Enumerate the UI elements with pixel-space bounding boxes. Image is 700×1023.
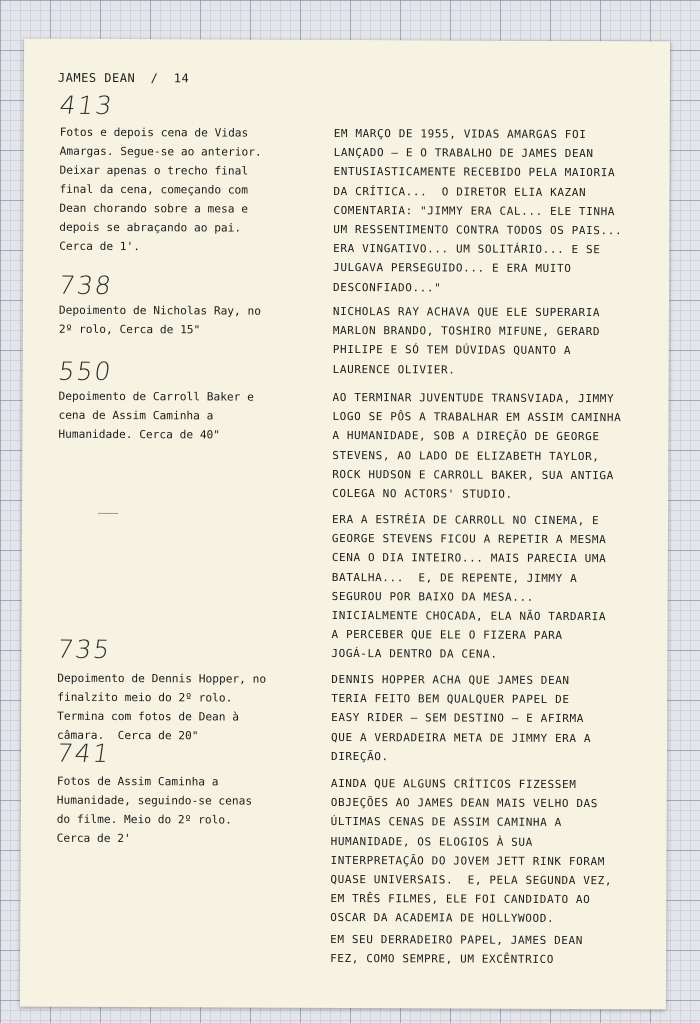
narration-paragraph — [333, 124, 623, 298]
page-header: JAMES DEAN / 14 — [57, 70, 190, 86]
text-line: QUE A VERDADEIRA META DE JIMMY ERA A — [331, 730, 592, 745]
text-line: OBJEÇÕES AO JAMES DEAN MAIS VELHO DAS — [330, 796, 599, 811]
text-line: JULGAVA PERSEGUIDO... E ERA MUITO — [333, 261, 572, 276]
narration-paragraph — [330, 930, 583, 970]
text-line: HUMANIDADE, OS ELOGIOS À SUA — [330, 834, 533, 849]
text-line: EASY RIDER — SEM DESTINO — E AFIRMA — [331, 711, 584, 726]
text-line: Humanidade, seguindo-se cenas — [56, 793, 253, 808]
text-line: QUASE UNIVERSAIS. E, PELA SEGUNDA VEZ, — [330, 872, 613, 888]
text-line: ERA A ESTRÉIA DE CARROLL NO CINEMA, E — [331, 512, 600, 528]
text-line: Deixar apenas o trecho final — [59, 163, 249, 178]
text-line: DA CRÍTICA... O DIRETOR ELIA KAZAN — [333, 184, 587, 199]
block-number: 741 — [54, 738, 113, 768]
text-line: ENTUSIASTICAMENTE RECEBIDO PELA MAIORIA — [333, 165, 616, 180]
text-line: JOGÁ-LA DENTRO DA CENA. — [331, 647, 498, 662]
text-line: OSCAR DA ACADEMIA DE HOLLYWOOD. — [330, 911, 555, 926]
text-line: Cerca de 2' — [56, 831, 131, 846]
text-line: Cerca de 1'. — [59, 239, 141, 254]
text-line: ROCK HUDSON E CARROLL BAKER, SUA ANTIGA — [332, 467, 614, 482]
block-number: 550 — [56, 356, 115, 386]
text-line: COMENTARIA: "JIMMY ERA CAL... ELE TINHA — [333, 203, 616, 218]
text-line: ERA VINGATIVO... UM SOLITÁRIO... E SE — [333, 242, 601, 257]
block-number: 413 — [57, 90, 116, 120]
text-line: finalzito meio do 2º rolo. — [57, 690, 233, 705]
text-line: 2º rolo, Cerca de 15" — [58, 322, 201, 337]
text-line: EM MARÇO DE 1955, VIDAS AMARGAS FOI — [333, 126, 587, 142]
text-line: LANÇADO — E O TRABALHO DE JAMES DEAN — [333, 146, 594, 161]
text-line: CENA O DIA INTEIRO... MAIS PARECIA UMA — [331, 551, 607, 566]
text-line: ÚLTIMAS CENAS DE ASSIM CAMINHA A — [330, 815, 562, 830]
text-line: EM SEU DERRADEIRO PAPEL, JAMES DEAN — [330, 932, 584, 948]
narration-paragraph — [331, 670, 591, 767]
text-line: Depoimento de Carroll Baker e — [58, 389, 254, 404]
text-line: COLEGA NO ACTORS' STUDIO. — [332, 486, 513, 501]
text-line: do filme. Meio do 2º rolo. — [56, 812, 232, 827]
text-line: DENNIS HOPPER ACHA QUE JAMES DEAN — [331, 672, 570, 687]
narration-paragraph — [330, 774, 612, 929]
block-text — [58, 387, 254, 445]
text-line: FEZ, COMO SEMPRE, UM EXCÊNTRICO — [330, 952, 555, 967]
text-line: Depoimento de Dennis Hopper, no — [57, 671, 267, 686]
text-line: TERIA FEITO BEM QUALQUER PAPEL DE — [331, 692, 570, 707]
text-line: INTERPRETAÇÃO DO JOVEM JETT RINK FORAM — [330, 853, 606, 868]
text-line: Depoimento de Nicholas Ray, no — [58, 303, 262, 318]
text-line: Fotos e depois cena de Vidas — [59, 125, 249, 140]
text-line: DESCONFIADO..." — [333, 280, 442, 295]
text-line: EM TRÊS FILMES, ELE FOI CANDIDATO AO — [330, 892, 591, 907]
text-line: STEVENS, AO LADO DE ELIZABETH TAYLOR, — [332, 448, 600, 463]
text-line: MARLON BRANDO, TOSHIRO MIFUNE, GERARD — [332, 324, 601, 339]
text-line: LAURENCE OLIVIER. — [332, 362, 456, 377]
text-line: UM RESSENTIMENTO CONTRA TODOS OS PAIS... — [333, 222, 623, 238]
narration-paragraph — [332, 388, 621, 504]
text-line: cena de Assim Caminha a — [58, 408, 214, 423]
text-line: BATALHA... E, DE REPENTE, JIMMY A — [331, 570, 578, 585]
block-number: 738 — [56, 270, 115, 300]
text-line: Amargas. Segue-se ao anterior. — [59, 144, 262, 159]
text-line: final da cena, começando com — [59, 182, 249, 197]
text-line: A PERCEBER QUE ELE O FIZERA PARA — [331, 628, 563, 643]
text-line: GEORGE STEVENS FICOU A REPETIR A MESMA — [331, 532, 607, 547]
text-line: PHILIPE E SÓ TEM DÚVIDAS QUANTO A — [332, 343, 572, 358]
text-line: Termina com fotos de Dean à — [57, 709, 240, 724]
typed-page — [20, 39, 670, 1010]
text-line: depois se abraçando ao pai. — [59, 220, 242, 235]
text-line: câmara. Cerca de 20" — [57, 728, 199, 743]
block-text — [57, 669, 266, 746]
block-number: 735 — [55, 634, 114, 664]
text-line: AINDA QUE ALGUNS CRÍTICOS FIZESSEM — [330, 776, 577, 792]
narration-paragraph — [331, 510, 606, 665]
text-line: DIREÇÃO. — [330, 749, 389, 764]
text-line: Humanidade. Cerca de 40" — [58, 427, 221, 442]
block-text — [59, 301, 261, 340]
text-line: SEGUROU POR BAIXO DA MESA... — [331, 589, 534, 604]
text-line: Dean chorando sobre a mesa e — [59, 201, 248, 216]
text-line: LOGO SE PÔS A TRABALHAR EM ASSIM CAMINHA — [332, 410, 622, 425]
divider-mark — [98, 513, 118, 514]
narration-paragraph — [333, 302, 601, 380]
text-line: NICHOLAS RAY ACHAVA QUE ELE SUPERARIA — [332, 304, 601, 320]
block-text — [59, 123, 262, 257]
text-line: INICIALMENTE CHOCADA, ELA NÃO TARDARIA — [331, 608, 607, 624]
text-line: AO TERMINAR JUVENTUDE TRANSVIADA, JIMMY — [332, 390, 615, 406]
block-text — [57, 772, 253, 849]
text-line: A HUMANIDADE, SOB A DIREÇÃO DE GEORGE — [332, 429, 600, 444]
text-line: Fotos de Assim Caminha a — [56, 774, 219, 789]
